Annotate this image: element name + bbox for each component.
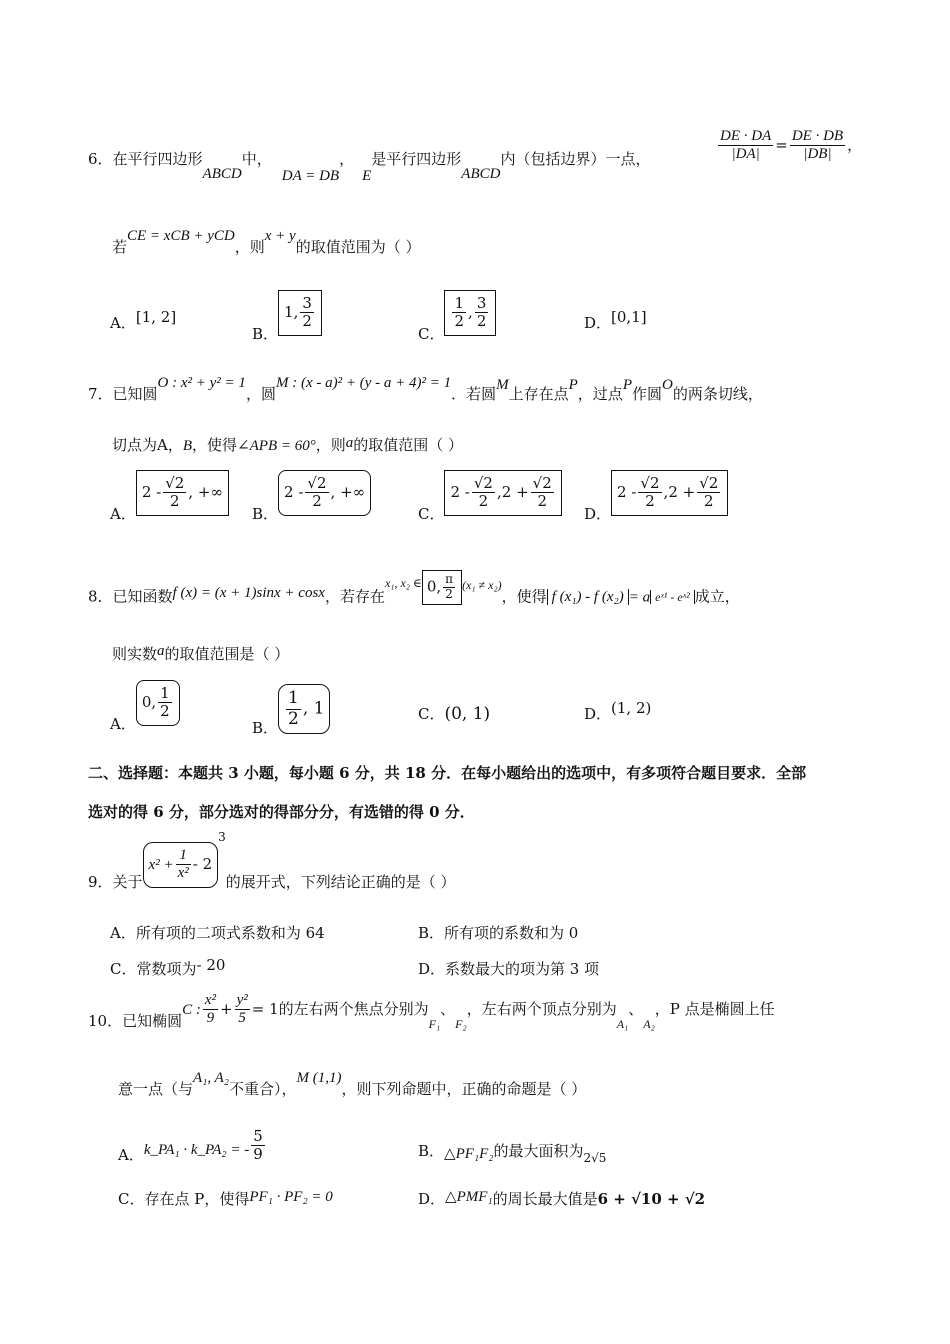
- q6-optB-label: B．: [252, 324, 279, 343]
- q7-optC-frac1: [472, 475, 495, 511]
- q6-cond: DA = DB: [281, 168, 340, 184]
- q7-optA-den: 2: [170, 492, 180, 511]
- q8-optA-a: 0,: [141, 692, 157, 711]
- q10-dun: 、: [440, 999, 456, 1018]
- q8-text-d: 成立，: [694, 587, 740, 606]
- q9-option-a[interactable]: A．所有项的二项式系数和为 64: [110, 924, 325, 942]
- q10-text2-a: 意一点（与: [118, 1080, 194, 1098]
- q6-zhong: 中，: [241, 150, 272, 168]
- q6-line2-b: ，则: [234, 238, 265, 256]
- q6-option-a[interactable]: [110, 308, 177, 333]
- q9-optC-value: - 20: [196, 956, 226, 974]
- q7-optD-den2: 2: [703, 492, 714, 511]
- q6-optC-frac2: [475, 295, 489, 331]
- q7-line2: [112, 436, 463, 457]
- q10-text-d: ，P 点是椭圆上任: [654, 999, 775, 1018]
- q9-text-b: 的展开式，下列结论正确的是（ ）: [225, 872, 456, 891]
- q8-optA-bracket: [136, 680, 180, 726]
- q8-avar: a: [157, 643, 165, 659]
- q7-text-e: ，过点: [577, 385, 623, 403]
- q7-text2-a: 切点为: [112, 436, 158, 454]
- q10-frac-x: [203, 992, 218, 1028]
- q10-optD-label: D．: [418, 1190, 446, 1208]
- q7-optB-label: B．: [252, 504, 279, 523]
- q8-text-a: 8．已知函数: [88, 587, 173, 606]
- q6-xy: x + y: [264, 228, 296, 244]
- q7-optC-den2: 2: [537, 492, 547, 511]
- q7-angle: ∠APB = 60°: [237, 438, 316, 454]
- q6-optC-num2: 3: [476, 294, 487, 312]
- q6-frac2-den: |DB|: [803, 146, 832, 163]
- q8-exp-expr: eˣ¹ - eˣ²: [650, 590, 695, 604]
- q6-frac1-den: |DA|: [731, 146, 760, 163]
- q7-optB-bracket: [278, 470, 371, 516]
- q8-option-c[interactable]: [418, 703, 490, 724]
- q7-optB-den: 2: [312, 492, 322, 511]
- q7-optC-label: C．: [418, 504, 445, 523]
- q7-optC-two: 2 -: [450, 482, 470, 501]
- q7-optB-inf: , +∞: [330, 482, 366, 501]
- q10-option-c[interactable]: [118, 1188, 333, 1209]
- q9-line: [88, 829, 456, 891]
- q7-optD-label: D．: [584, 504, 612, 523]
- q10-a1a2: A₁, A₂: [193, 1070, 229, 1086]
- q7-optD-num2: √2: [699, 474, 719, 492]
- q7-optD-twoplus: 2 +: [668, 482, 696, 501]
- q7-p2: P: [622, 377, 632, 393]
- q6-optB-num: 3: [302, 294, 312, 312]
- q7-text-g: 的两条切线，: [672, 385, 763, 403]
- q7-text2-b: ，使得: [192, 436, 238, 454]
- q7-optC-den1: 2: [478, 492, 489, 511]
- q8-pi-den: 2: [445, 586, 453, 601]
- q8-line2: [112, 645, 289, 666]
- q10-optB-val: 2√5: [583, 1151, 607, 1165]
- q10-optA-label: A．: [118, 1145, 144, 1164]
- q6-optC-den1: 2: [454, 312, 465, 331]
- q7-optD-frac2: [697, 475, 720, 511]
- q7-optA-two: 2 -: [141, 482, 162, 501]
- q7-comma: ，: [167, 436, 183, 454]
- q10-optB-text: 的最大面积为: [493, 1142, 584, 1160]
- q6-e: E: [362, 168, 372, 184]
- q9-x2: x² +: [148, 856, 174, 873]
- q6-optC-label: C．: [418, 324, 445, 343]
- q8-optB-frac: [286, 689, 301, 729]
- q10-frac-x-num: x²: [203, 992, 218, 1010]
- q7-optD-bracket: 2 - $\frac{√2}{2}$ ,2 + $\frac{√2}{2}$: [611, 470, 728, 516]
- q6-optC-bracket: $\frac{1}{2}$ , $\frac{3}{2}$: [444, 290, 496, 336]
- q6-frac2: [790, 128, 845, 164]
- q6-optC-frac1: [452, 295, 466, 331]
- q8-text-c: ，使得: [501, 587, 547, 606]
- q6-optB-frac: [300, 295, 314, 331]
- q7-optB-two: 2 -: [284, 482, 304, 501]
- q8-optB-label: B．: [252, 719, 279, 738]
- q10-optA-num: 5: [253, 1127, 263, 1145]
- q10-frac-y-den: 5: [238, 1010, 246, 1027]
- q6-frac2-num: DE · DB: [790, 128, 845, 146]
- q7-optC-num2: √2: [532, 474, 552, 492]
- q10-text-b: 的左右两个焦点分别为: [278, 999, 429, 1018]
- q8-optA-num: 1: [160, 684, 170, 702]
- q8-optC-label: C．: [418, 705, 445, 723]
- q9-optC-text: C．常数项为: [110, 960, 197, 978]
- q10-optD-expr: △PMF₁: [445, 1189, 493, 1205]
- q8-option-d[interactable]: [584, 699, 652, 724]
- q10-option-b[interactable]: [418, 1140, 607, 1165]
- q8-abs-expr: f (x₁) - f (x₂): [547, 589, 629, 605]
- q6-end: ，: [847, 135, 863, 154]
- q7-line1: [88, 375, 763, 406]
- q8-optB-den: 2: [288, 708, 299, 729]
- q8-optB-num: 1: [288, 688, 299, 708]
- q6-optD-label: D．: [584, 314, 612, 332]
- q6-eq: =: [775, 135, 788, 154]
- q7-optD-num1: √2: [640, 474, 660, 492]
- q9-frac-num: 1: [176, 847, 191, 865]
- q10-optB-label: B．: [418, 1142, 445, 1160]
- q10-optC-text: C．存在点 P，使得: [118, 1190, 250, 1208]
- q7-optA-bracket: [136, 470, 229, 516]
- q10-mpt: M (1,1): [296, 1070, 342, 1086]
- q6-frac1-num: DE · DA: [718, 128, 773, 146]
- q10-plus: +: [220, 999, 233, 1018]
- q9-minus2: - 2: [192, 854, 213, 873]
- q9-option-b[interactable]: B．所有项的系数和为 0: [418, 924, 579, 942]
- q8-optB-b: , 1: [302, 698, 325, 719]
- q8-pi: π: [445, 572, 454, 586]
- q10-optB-expr: △PF₁F₂: [444, 1146, 494, 1162]
- q6-text-c: 内（包括边界）一点，: [500, 150, 651, 168]
- q7-optA-inf: , +∞: [188, 482, 223, 501]
- q9-frac-den: x²: [177, 865, 189, 882]
- q6-line2: [112, 228, 421, 259]
- q8-interval: [422, 570, 462, 605]
- q7-option-d[interactable]: [584, 470, 728, 523]
- q10-optD-val: 6 + √10 + √2: [597, 1190, 706, 1208]
- q7-optA-num: √2: [165, 474, 185, 492]
- q8-eq-a: = a: [628, 589, 651, 606]
- q10-dun2: 、: [628, 999, 644, 1018]
- q10-optA-den: 9: [253, 1145, 263, 1164]
- q10-frac-x-den: 9: [206, 1010, 215, 1027]
- q8-option-a[interactable]: [110, 680, 180, 733]
- q10-c: C :: [182, 1001, 201, 1018]
- q8-neq: (x₁ ≠ x₂): [462, 578, 502, 593]
- q9-frac: [176, 847, 191, 883]
- q7-avar: a: [345, 435, 354, 451]
- q10-optD-text: 的周长最大值是: [492, 1190, 598, 1208]
- q6-optB-bracket: [278, 290, 322, 336]
- q6-option-d[interactable]: [584, 308, 647, 333]
- section2-heading-line2: 选对的得 6 分，部分选对的得部分分，有选错的得 0 分．: [88, 803, 475, 821]
- q9-text-a: 9．关于: [88, 872, 143, 891]
- q6-abcd2: ABCD: [461, 166, 501, 182]
- q10-text2-b: 不重合），: [229, 1080, 297, 1098]
- q7-optA-label: A．: [110, 504, 136, 523]
- q10-line1: [88, 992, 775, 1031]
- q8-text-b: ，若存在: [324, 587, 385, 606]
- q10-f1: F₁: [428, 1016, 441, 1031]
- q10-frac-y-num: y²: [235, 992, 250, 1010]
- q10-optA-expr: k_PA₁ · k_PA₂ = -: [143, 1141, 250, 1158]
- q10-a1: A₁: [616, 1016, 629, 1031]
- q6-text-b: 是平行四边形: [371, 150, 462, 168]
- q6-line1: [88, 150, 651, 184]
- q7-optC-num1: √2: [473, 474, 493, 492]
- q7-circle-m: M : (x - a)² + (y - a + 4)² = 1: [275, 375, 452, 391]
- q10-text-c: ，左右两个顶点分别为: [466, 999, 617, 1018]
- q10-f2: F₂: [455, 1016, 467, 1031]
- q7-text-b: ，圆: [245, 385, 276, 403]
- q7-optD-den1: 2: [645, 492, 655, 511]
- q8-optD-value: (1, 2): [611, 699, 652, 717]
- q10-text2-c: ，则下列命题中，正确的命题是（ ）: [341, 1080, 587, 1098]
- q8-optB-bracket: [278, 684, 330, 734]
- q8-option-b[interactable]: [252, 684, 330, 738]
- q6-frac-expr: [716, 128, 862, 164]
- q8-line1: [88, 572, 740, 615]
- q6-optB-den: 2: [302, 312, 312, 331]
- q8-text2-a: 则实数: [112, 645, 158, 663]
- q9-pow3: 3: [218, 829, 226, 844]
- q8-zero: 0,: [426, 577, 442, 596]
- q7-text2-d: 的取值范围（ ）: [353, 436, 464, 454]
- q7-option-b[interactable]: [252, 470, 371, 523]
- q10-frac-y: [235, 992, 250, 1028]
- q8-func: f (x) = (x + 1)sinx + cosx: [172, 585, 325, 602]
- q7-m: M: [496, 377, 509, 393]
- q10-optA-frac: [251, 1128, 265, 1164]
- q10-line2: [118, 1070, 587, 1101]
- q8-optA-den: 2: [160, 702, 170, 721]
- q8-optD-label: D．: [584, 705, 612, 723]
- q9-paren: [143, 842, 219, 888]
- q7-o: O: [662, 377, 673, 393]
- q9-option-c[interactable]: [110, 958, 225, 979]
- q7-optC-bracket: 2 - $\frac{√2}{2}$ ,2 + $\frac{√2}{2}$: [444, 470, 561, 516]
- q9-option-d[interactable]: D．系数最大的项为第 3 项: [418, 960, 600, 978]
- q7-optB-frac: [305, 475, 328, 511]
- q6-line2-a: 若: [112, 238, 128, 256]
- q10-a2: A₂: [643, 1016, 655, 1031]
- q7-text-c: ．若圆: [451, 385, 497, 403]
- q6-optC-num1: 1: [454, 294, 465, 312]
- q8-optA-frac: [158, 685, 172, 721]
- q8-optC-value: (0, 1): [444, 704, 491, 724]
- q7-optB-num: √2: [307, 474, 327, 492]
- q6-line2-c: 的取值范围为（ ）: [295, 238, 421, 256]
- q7-a: A: [157, 436, 168, 454]
- q7-option-a[interactable]: [110, 470, 229, 523]
- q10-option-d[interactable]: [418, 1188, 705, 1209]
- q7-optC-twoplus: 2 +: [501, 482, 529, 501]
- q6-optB-1: 1,: [284, 302, 299, 321]
- q8-pi-frac: [443, 573, 455, 602]
- q6-option-c[interactable]: [418, 290, 496, 343]
- q7-p: P: [568, 377, 578, 393]
- q6-comma: ，: [339, 150, 355, 168]
- q7-optC-frac2: [531, 475, 554, 511]
- q6-abcd: ABCD: [202, 166, 242, 182]
- q7-text-d: 上存在点: [508, 385, 569, 403]
- q10-option-a[interactable]: [118, 1128, 267, 1164]
- q8-x12: x₁, x₂ ∈: [384, 576, 422, 591]
- q7-optD-frac1: [638, 475, 661, 511]
- q6-vector-eq: CE = xCB + yCD: [127, 228, 235, 244]
- q6-optC-den2: 2: [476, 312, 487, 331]
- q6-text-a: 6．在平行四边形: [88, 150, 203, 168]
- q6-optD-value: [0,1]: [611, 308, 647, 326]
- q6-frac1: [718, 128, 773, 164]
- q7-text-f: 作圆: [631, 385, 662, 403]
- q8-optA-label: A．: [110, 714, 136, 733]
- q6-optA-value: [1, 2]: [135, 308, 177, 326]
- section2-heading-line1: 二、选择题：本题共 3 小题，每小题 6 分，共 18 分．在每小题给出的选项中，有多项符合题目要求．全部: [88, 764, 807, 782]
- q10-optC-expr: PF₁ · PF₂ = 0: [249, 1189, 333, 1205]
- q6-optA-label: A．: [110, 314, 136, 332]
- q7-text-a: 7．已知圆: [88, 385, 158, 403]
- q6-option-b[interactable]: [252, 290, 322, 343]
- q7-b: B: [182, 438, 193, 454]
- q10-eq1: = 1: [251, 999, 279, 1018]
- q8-text2-b: 的取值范围是（ ）: [164, 645, 290, 663]
- q7-text2-c: ，则: [315, 436, 346, 454]
- q7-optA-frac: [163, 475, 186, 511]
- q7-optD-two: 2 -: [617, 482, 637, 501]
- q10-text-a: 10．已知椭圆: [88, 1011, 183, 1030]
- q7-option-c[interactable]: [418, 470, 562, 523]
- q7-circle-o: O : x² + y² = 1: [157, 375, 246, 391]
